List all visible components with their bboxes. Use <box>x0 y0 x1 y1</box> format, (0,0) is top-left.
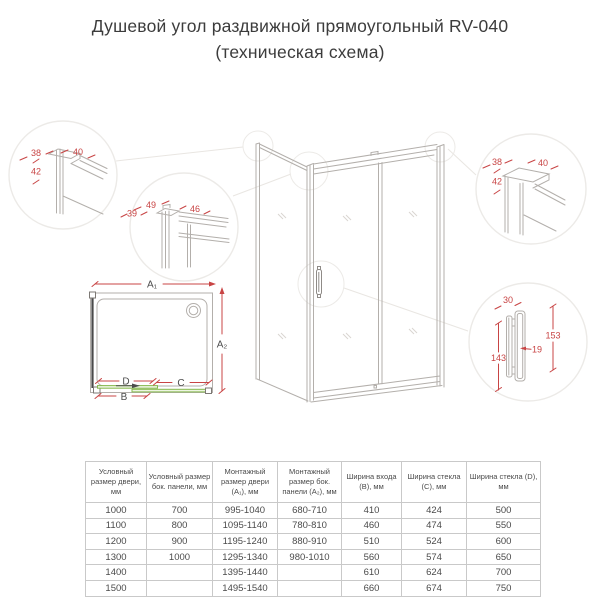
glass-sparkle-icon <box>278 211 417 339</box>
table-cell: 474 <box>402 518 467 534</box>
col-header-glass-d: Ширина стекла (D), мм <box>467 462 541 503</box>
table-cell: 1095-1140 <box>213 518 278 534</box>
dim-38-label: 38 <box>30 148 42 158</box>
table-cell: 880-910 <box>278 534 342 550</box>
table-cell: 500 <box>467 503 541 519</box>
table-cell: 1400 <box>86 565 147 581</box>
table-row <box>86 518 541 534</box>
table-cell: 750 <box>467 580 541 596</box>
door-handle <box>317 267 322 298</box>
table-row <box>86 503 541 519</box>
table-cell: 524 <box>402 534 467 550</box>
table-cell: 1000 <box>147 549 213 565</box>
table-cell: 460 <box>342 518 402 534</box>
col-header-panel-size: Условный размер бок. панели, мм <box>147 462 213 503</box>
dim-42-label: 42 <box>30 166 42 177</box>
detail-wall-profile <box>121 173 238 281</box>
dim-a2 <box>217 287 228 394</box>
dim-39-label: 39 <box>126 208 138 219</box>
table-cell: 574 <box>402 549 467 565</box>
table-cell: 1300 <box>86 549 147 565</box>
table-row <box>86 549 541 565</box>
detail-top-right-profile <box>476 134 586 244</box>
table-cell: 780-810 <box>278 518 342 534</box>
table-cell: 600 <box>467 534 541 550</box>
col-header-entrance-width: Ширина входа (B), мм <box>342 462 402 503</box>
table-cell: 680-710 <box>278 503 342 519</box>
table-cell: 1200 <box>86 534 147 550</box>
col-header-glass-c: Ширина стекла (C), мм <box>402 462 467 503</box>
dim-42-right-label: 42 <box>491 176 503 187</box>
table-cell: 550 <box>467 518 541 534</box>
table-cell: 1395-1440 <box>213 565 278 581</box>
dim-40-right-label: 40 <box>537 158 549 168</box>
title-line-1: Душевой угол раздвижной прямоугольный RV-040 <box>91 16 509 36</box>
table-row <box>86 580 541 596</box>
dim-153-label: 153 <box>545 330 561 341</box>
dim-46-label: 46 <box>189 204 201 214</box>
table-cell: 510 <box>342 534 402 550</box>
dim-a1 <box>92 280 216 291</box>
top-rail <box>314 145 438 175</box>
dim-b <box>95 392 150 403</box>
table-cell: 900 <box>147 534 213 550</box>
table-cell: 610 <box>342 565 402 581</box>
side-panel-glass <box>256 143 308 401</box>
plan-b-label: B <box>120 392 128 403</box>
door-divider <box>379 163 383 385</box>
table-cell: 980-1010 <box>278 549 342 565</box>
table-cell: 424 <box>402 503 467 519</box>
dim-40-label: 40 <box>72 147 84 157</box>
dim-143-label: 143 <box>490 353 507 363</box>
table-cell: 1500 <box>86 580 147 596</box>
bottom-rail <box>311 376 442 402</box>
table-cell: 995-1040 <box>213 503 278 519</box>
table-cell: 410 <box>342 503 402 519</box>
plan-a1-label: A₁ <box>146 279 158 291</box>
table-cell: 1000 <box>86 503 147 519</box>
table-cell: 800 <box>147 518 213 534</box>
table-cell <box>147 565 213 581</box>
table-cell: 1495-1540 <box>213 580 278 596</box>
title-line-2: (техническая схема) <box>215 42 385 63</box>
table-row <box>86 565 541 581</box>
detail-top-left-profile <box>9 121 117 229</box>
table-cell <box>278 565 342 581</box>
table-cell <box>278 580 342 596</box>
dim-38-right-label: 38 <box>491 157 503 167</box>
table-cell: 1295-1340 <box>213 549 278 565</box>
table-cell: 624 <box>402 565 467 581</box>
plan-view <box>90 280 228 404</box>
table-cell: 560 <box>342 549 402 565</box>
plan-a2-label: A₂ <box>216 339 228 351</box>
table-cell: 650 <box>467 549 541 565</box>
dim-19-label: 19 <box>531 344 543 355</box>
table-cell: 1100 <box>86 518 147 534</box>
col-header-door-mount: Монтажный размер двери (A₁), мм <box>213 462 278 503</box>
dim-c <box>154 378 213 389</box>
col-header-panel-mount: Монтажный размер бок. панели (A₂), мм <box>278 462 342 503</box>
main-3d-view <box>243 131 455 402</box>
detail-handle <box>469 283 587 401</box>
table-header-row <box>86 462 541 503</box>
table-cell: 700 <box>147 503 213 519</box>
table-cell: 1195-1240 <box>213 534 278 550</box>
plan-d-label: D <box>122 376 130 388</box>
table-cell: 700 <box>467 565 541 581</box>
right-wall-profile <box>437 145 444 388</box>
dim-30-label: 30 <box>502 295 514 305</box>
table-row <box>86 534 541 550</box>
plan-c-label: C <box>177 378 185 389</box>
left-wall-profile <box>307 164 314 403</box>
table-cell <box>147 580 213 596</box>
drain-icon <box>187 304 201 318</box>
table-cell: 660 <box>342 580 402 596</box>
table-cell: 674 <box>402 580 467 596</box>
col-header-door-size: Условный размер двери, мм <box>86 462 147 503</box>
size-table <box>85 461 541 597</box>
dim-49-label: 49 <box>145 200 157 210</box>
